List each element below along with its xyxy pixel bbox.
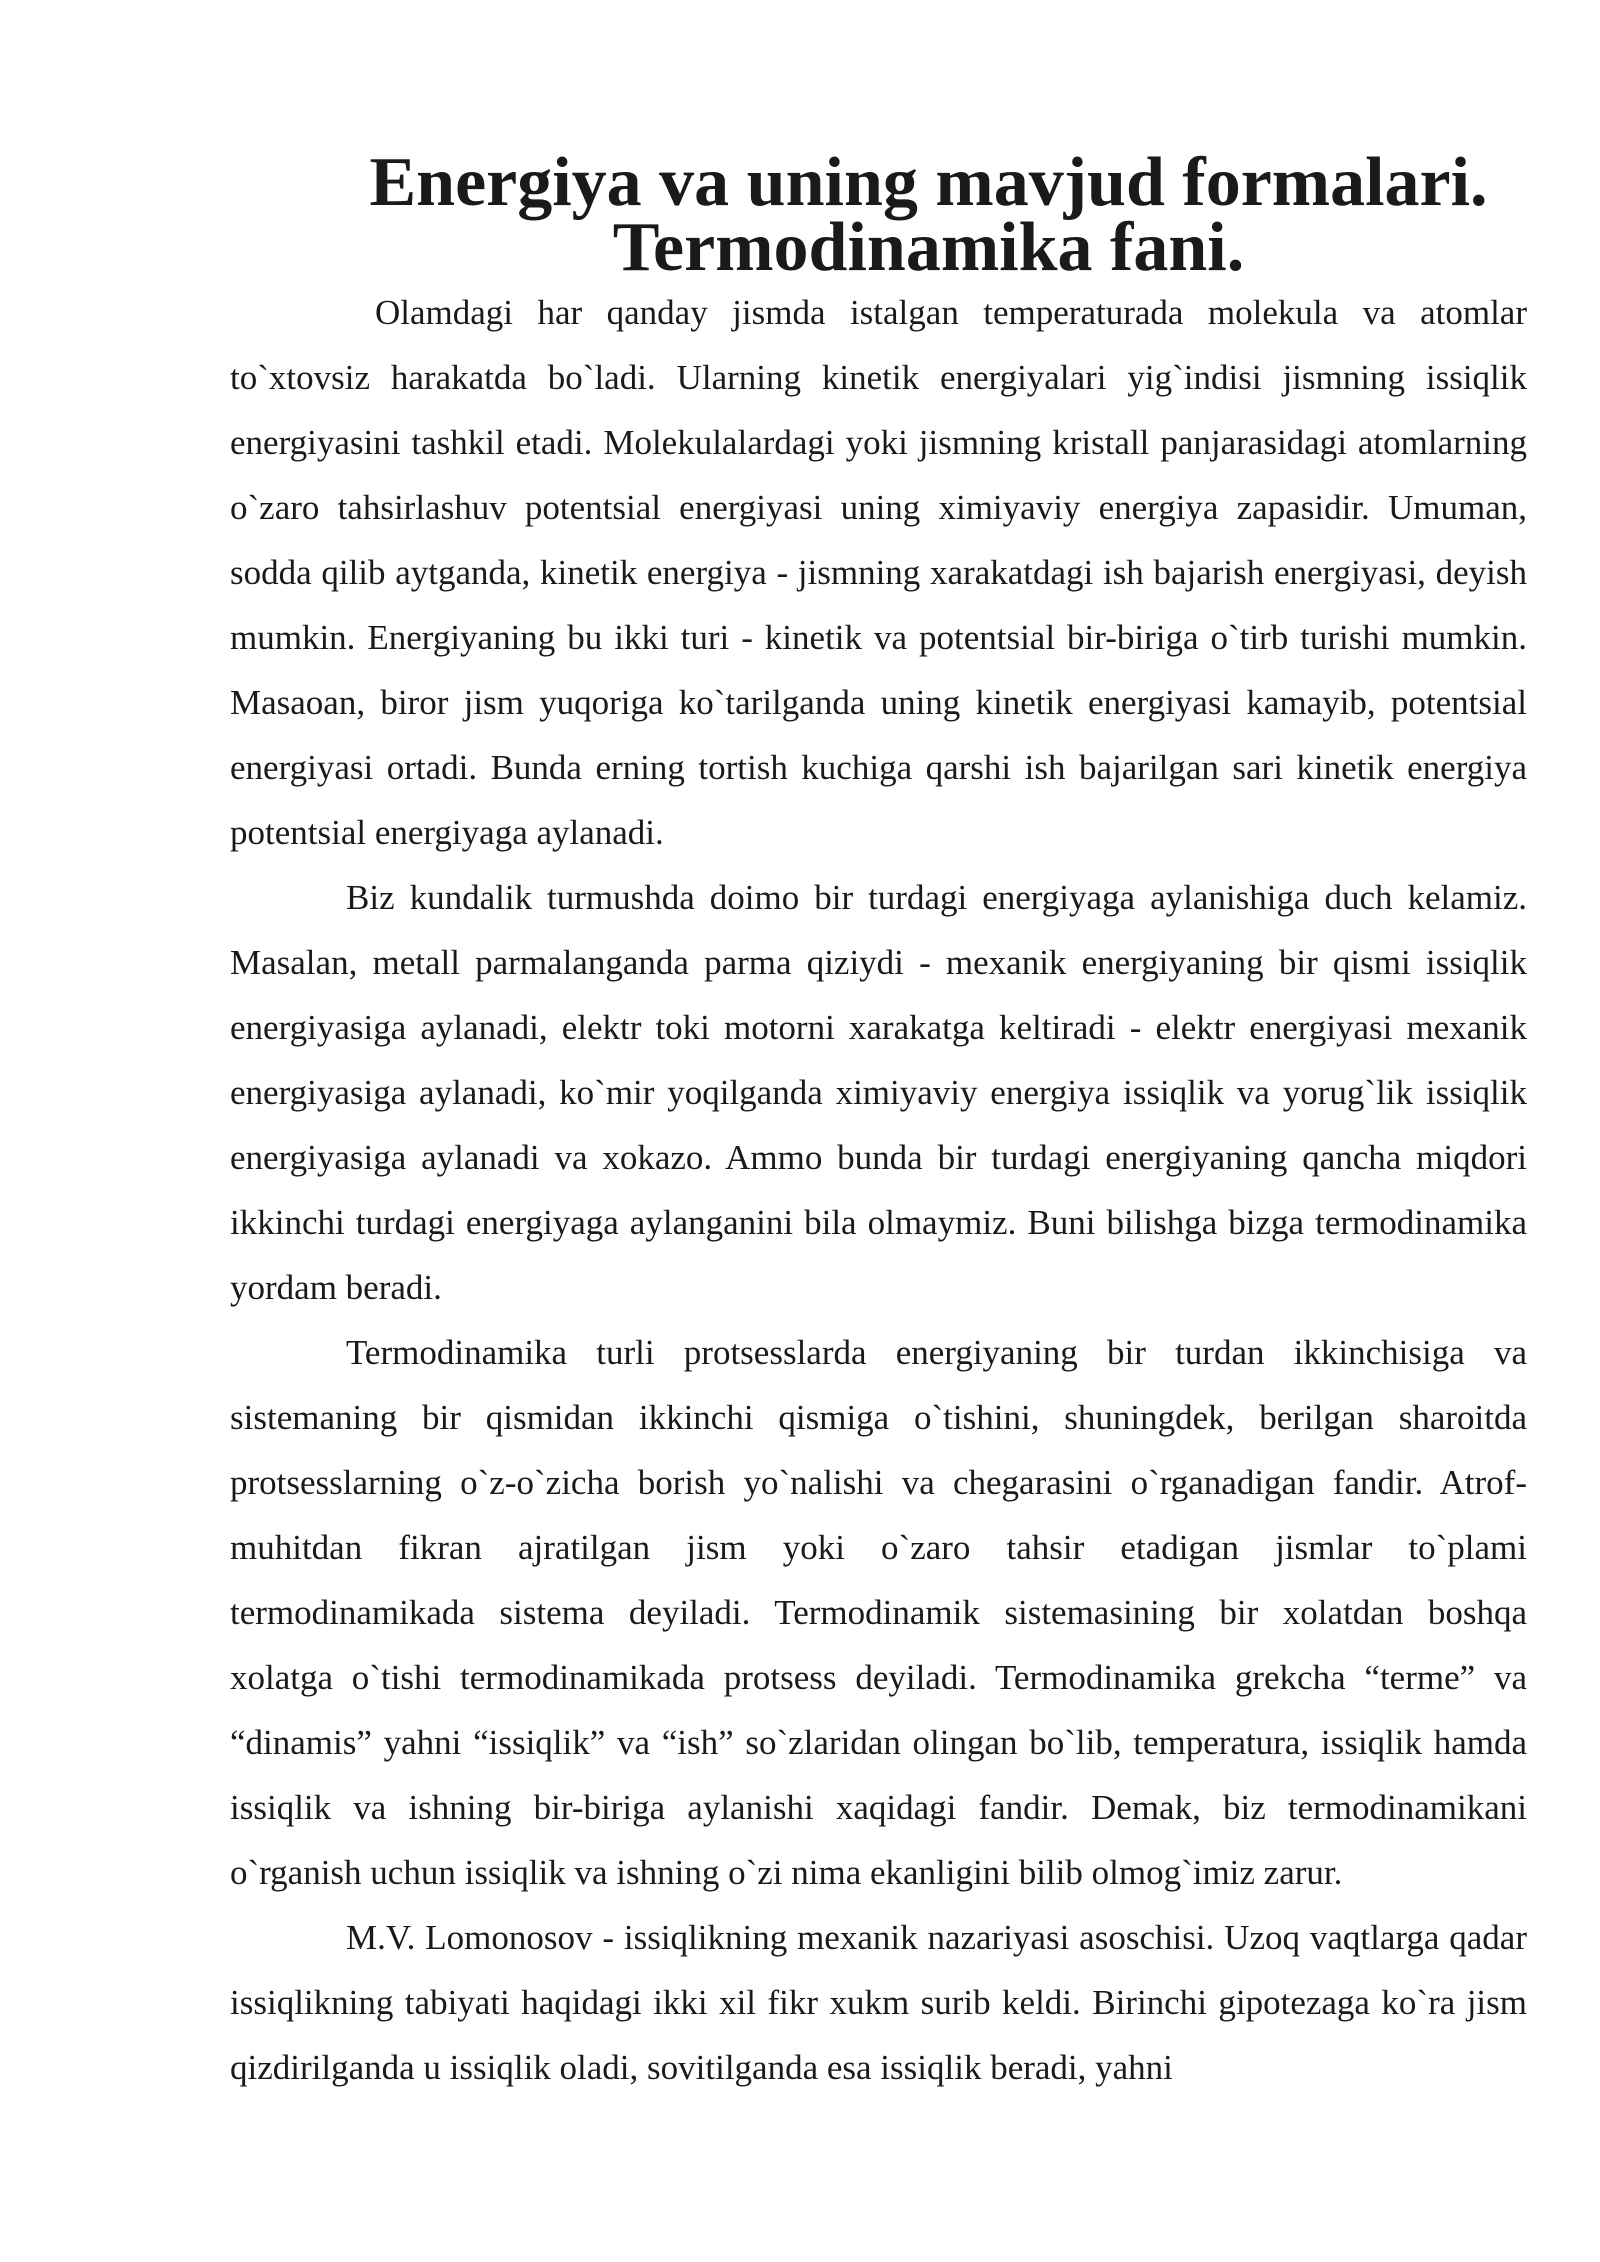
paragraph-lomonosov: M.V. Lomonosov - issiqlikning mexanik nazariyasi asoschisi. Uzoq vaqtlarga qadar issiqlikning tabiyati haqidagi ikki xil fikr xukm surib keldi. Birinchi gipotezaga ko`ra jism qizdirilganda u issiqlik oladi, sovitilganda esa issiqlik beradi, yahni [230, 1918, 1527, 2087]
document-page [230, 144, 1527, 2100]
document-title: Energiya va uning mavjud formalari. Termodinamika fani. [369, 144, 1488, 286]
paragraph-energy-forms: Olamdagi har qanday jismda istalgan temperaturada molekula va atomlar to`xtovsiz harakatda bo`ladi. Ularning kinetik energiyalari yig`indisi jismning issiqlik energiyasini tashkil etadi. Molekulalardagi yoki jismning kristall panjarasidagi atomlarning o`zaro tahsirlashuv potentsial energiyasi uning ximiyaviy energiya zapasidir. Umuman, sodda qilib aytganda, kinetik energiya - jismning xarakatdagi ish bajarish energiyasi, deyish mumkin. Energiyaning bu ikki turi - kinetik va potentsial bir-biriga o`tirb turishi mumkin. Masaoan, biror jism yuqoriga ko`tarilganda uning kinetik energiyasi kamayib, potentsial energiyasi ortadi. Bunda erning tortish kuchiga qarshi ish bajarilgan sari kinetik energiya potentsial energiyaga aylanadi. [230, 293, 1527, 852]
paragraph-energy-conversion: Biz kundalik turmushda doimo bir turdagi energiyaga aylanishiga duch kelamiz. Masalan, metall parmalanganda parma qiziydi - mexanik energiyaning bir qismi issiqlik energiyasiga aylanadi, elektr toki motorni xarakatga keltiradi - elektr energiyasi mexanik energiyasiga aylanadi, ko`mir yoqilganda ximiyaviy energiya issiqlik va yorug`lik issiqlik energiyasiga aylanadi va xokazo. Ammo bunda bir turdagi energiyaning qancha miqdori ikkinchi turdagi energiyaga aylanganini bila olmaymiz. Buni bilishga bizga termodinamika yordam beradi. [230, 878, 1527, 1307]
paragraph-thermodynamics-definition: Termodinamika turli protsesslarda energiyaning bir turdan ikkinchisiga va sistemaning bir qismidan ikkinchi qismiga o`tishini, shuningdek, berilgan sharoitda protsesslarning o`z-o`zicha borish yo`nalishi va chegarasini o`rganadigan fandir. Atrof-muhitdan fikran ajratilgan jism yoki o`zaro tahsir etadigan jismlar to`plami termodinamikada sistema deyiladi. Termodinamik sistemasining bir xolatdan boshqa xolatga o`tishi termodinamikada protsess deyiladi. Termodinamika grekcha “terme” va “dinamis” yahni “issiqlik” va “ish” so`zlaridan olingan bo`lib, temperatura, issiqlik hamda issiqlik va ishning bir-biriga aylanishi xaqidagi fandir. Demak, biz termodinamikani o`rganish uchun issiqlik va ishning o`zi nima ekanligini bilib olmog`imiz zarur. [230, 1333, 1527, 1892]
